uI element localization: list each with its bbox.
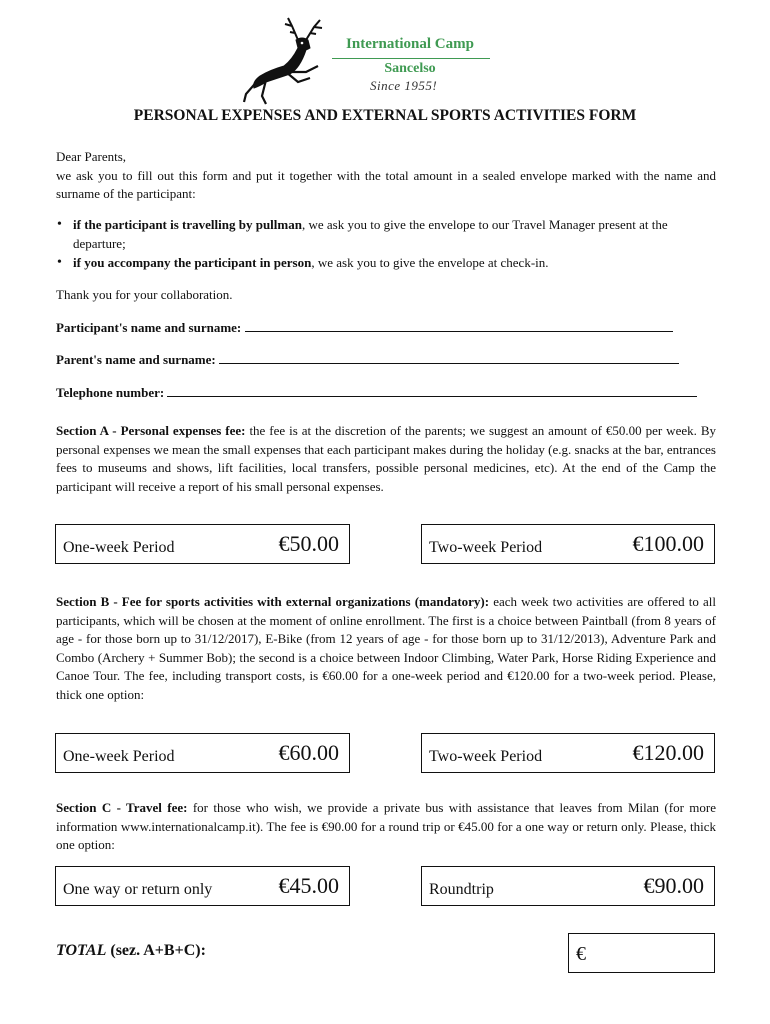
telephone-field	[56, 385, 716, 401]
intro-paragraph	[56, 148, 716, 204]
option-label: Two-week Period	[429, 748, 543, 765]
list-item	[56, 216, 716, 253]
total-currency: €	[576, 943, 586, 965]
option-amount: €90.00	[643, 873, 704, 898]
option-amount: €120.00	[632, 740, 704, 765]
option-label: Roundtrip	[429, 881, 494, 898]
option-amount: €60.00	[278, 740, 339, 765]
list-item	[56, 254, 716, 273]
section-c-body: for those who wish, we provide a private bus with assistance that leaves from Milan (for more information www.internationalcamp.it). The fee is €90.00 for a round trip or €45.00 for a one way or return only. Please, thick one option:	[56, 800, 716, 852]
section-b-body: each week two activities are offered to all participants, which will be chosen at the moment of online enrollment. The first is a choice between Paintball (from 8 years of age - for those born up to 31/12/2017), E-Bike (from 12 years of age - for those born up to 31/12/2013), Adventure Park and Combo (Archery + Summer Bob); the second is a choice between Indoor Climbing, Water Park, Horse Riding Experience and Canoe Tour. The fee, including transport costs, is €60.00 for a one-week period and €120.00 for a two-week period. Please, thick one option:	[56, 594, 716, 702]
deer-icon	[240, 16, 340, 106]
total-amount-box[interactable]	[568, 933, 715, 973]
camp-logo	[240, 16, 500, 106]
section-a-heading: Section A - Personal expenses fee:	[56, 423, 246, 438]
option-label: One-week Period	[63, 539, 175, 556]
page-title: PERSONAL EXPENSES AND EXTERNAL SPORTS ACTIVITIES FORM	[133, 107, 637, 124]
option-amount: €45.00	[278, 873, 339, 898]
section-a-text	[56, 422, 716, 496]
section-b-text	[56, 593, 716, 704]
logo-since: Since 1955!	[370, 78, 438, 93]
logo-name: International Camp	[346, 36, 474, 52]
total-label-italic: TOTAL	[56, 942, 107, 959]
section-c-heading: Section C - Travel fee:	[56, 800, 188, 815]
bullet-bold: if you accompany the participant in person	[73, 255, 312, 270]
bullet-text: , we ask you to give the envelope at check-in.	[311, 255, 549, 270]
intro-body: we ask you to fill out this form and put it together with the total amount in a sealed envelope marked with the name and surname of the participant:	[56, 167, 716, 201]
option-label: One-week Period	[63, 748, 175, 765]
option-label: One way or return only	[63, 881, 213, 898]
section-b-two-week-option[interactable]	[421, 733, 715, 773]
parent-name-input-line[interactable]	[219, 352, 679, 364]
parent-name-field	[56, 352, 716, 368]
section-a-one-week-option[interactable]	[55, 524, 350, 564]
logo-divider	[332, 58, 490, 59]
participant-name-label: Participant's name and surname:	[56, 320, 242, 335]
telephone-label: Telephone number:	[56, 385, 165, 400]
total-label-rest: (sez. A+B+C):	[106, 942, 206, 959]
section-c-text	[56, 799, 716, 855]
intro-greeting: Dear Parents,	[56, 149, 127, 164]
instructions-list	[56, 216, 716, 274]
section-b-one-week-option[interactable]	[55, 733, 350, 773]
logo-subtitle: Sancelso	[384, 61, 436, 76]
parent-name-label: Parent's name and surname:	[56, 352, 216, 367]
section-c-one-way-option[interactable]	[55, 866, 350, 906]
total-label	[56, 942, 206, 960]
bullet-text: , we ask you to give the envelope to our Travel Manager present at the departure;	[73, 217, 668, 251]
thanks-text: Thank you for your collaboration.	[56, 287, 233, 302]
option-label: Two-week Period	[429, 539, 543, 556]
option-amount: €100.00	[632, 531, 704, 556]
section-a-body: the fee is at the discretion of the parents; we suggest an amount of €50.00 per week. By personal expenses we mean the small expenses that each participant makes during the holiday (e.g. snacks at the bar, entrances fees to museums and shows, lift facilities, local transfers, possible personal medicines, etc). At the end of the Camp the participant will receive a report of his small personal expenses.	[56, 423, 716, 494]
section-a-two-week-option[interactable]	[421, 524, 715, 564]
section-b-heading: Section B - Fee for sports activities with external organizations (mandatory):	[56, 594, 490, 609]
participant-name-field	[56, 320, 716, 336]
telephone-input-line[interactable]	[167, 385, 697, 397]
section-c-roundtrip-option[interactable]	[421, 866, 715, 906]
participant-name-input-line[interactable]	[245, 320, 673, 332]
option-amount: €50.00	[278, 531, 339, 556]
bullet-bold: if the participant is travelling by pullman	[73, 217, 302, 232]
